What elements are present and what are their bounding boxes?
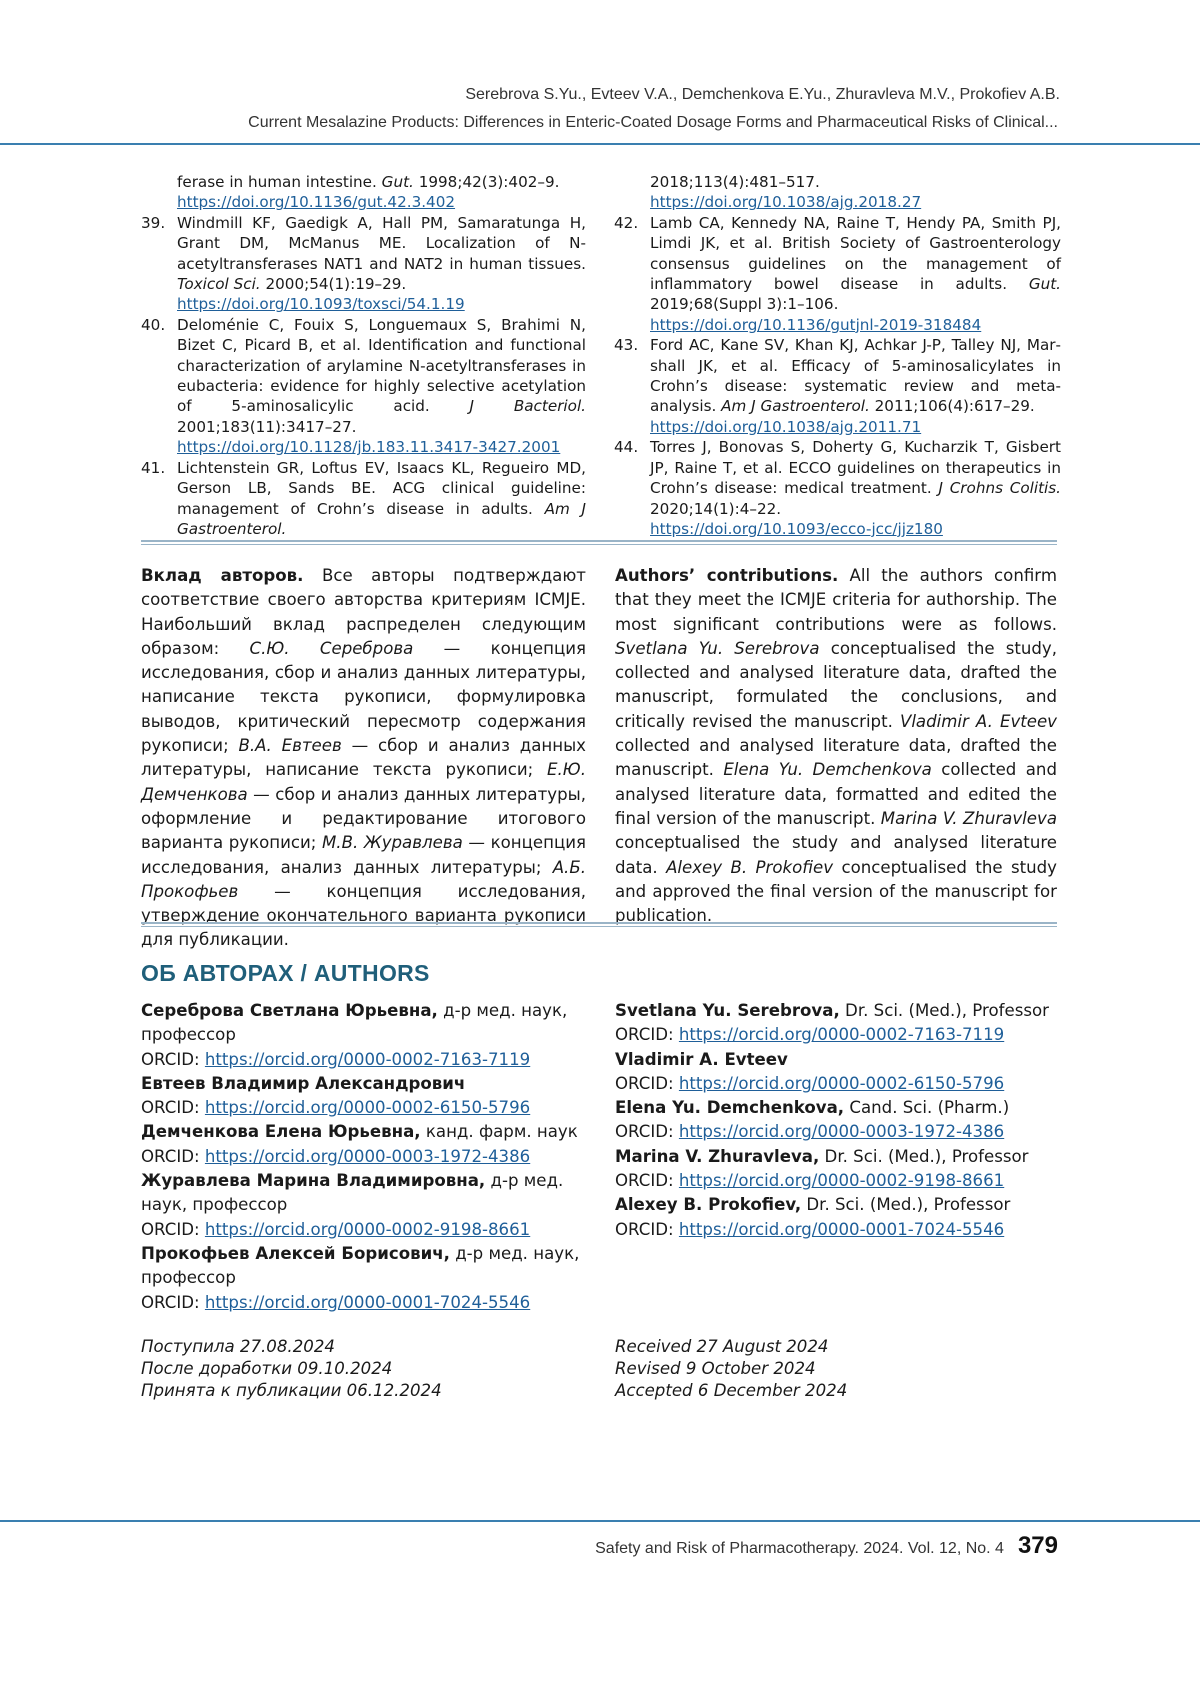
reference-list-right: [614, 172, 1061, 539]
page-footer: [595, 1532, 1058, 1560]
date-line: Received 27 August 2024: [615, 1337, 829, 1356]
author-degree: Dr. Sci. (Med.), Professor: [839, 1001, 1049, 1020]
reference-journal: J Bacteriol.: [469, 397, 586, 416]
section-divider: [141, 922, 1057, 927]
orcid-line: [141, 1291, 591, 1315]
author-contributions-ru: [141, 564, 586, 953]
orcid-label: ORCID:: [141, 1049, 200, 1069]
author-contributions-en: [615, 564, 1057, 928]
author-line: [141, 1242, 591, 1291]
contributions-text: All the authors confirm that they meet the ICMJE criteria for authorship. The most significant contributions were as follows.: [615, 566, 1057, 634]
footer-rule: [0, 1520, 1200, 1522]
reference-doi-link[interactable]: https://doi.org/10.1093/toxsci/54.1.19: [177, 295, 465, 314]
reference-number: 43.: [614, 336, 639, 355]
reference-number: 41.: [141, 458, 166, 477]
author-full-name: Журавлева Марина Владимировна,: [141, 1171, 486, 1191]
reference-doi-link[interactable]: https://doi.org/10.1038/ajg.2018.27: [650, 193, 922, 212]
authors-list-en: [615, 999, 1065, 1242]
author-line: [615, 1048, 1065, 1072]
date-line: Revised 9 October 2024: [615, 1359, 816, 1378]
author-line: [615, 1145, 1065, 1169]
orcid-link[interactable]: https://orcid.org/0000-0001-7024-5546: [204, 1292, 531, 1312]
reference-text: Lichtenstein GR, Loftus EV, Isaacs KL, Regueiro MD, Gerson LB, Sands BE. ACG clinical guideline: management of Crohn’s disease in adults.: [177, 458, 586, 518]
author-degree: д-р мед. наук, профессор: [141, 1243, 580, 1288]
orcid-line: [141, 1096, 591, 1120]
reference-number: 40.: [141, 315, 166, 334]
author-degree: Cand. Sci. (Pharm.): [844, 1098, 1010, 1118]
authors-heading: ОБ АВТОРАХ / AUTHORS: [141, 960, 430, 986]
orcid-label: ORCID:: [141, 1098, 200, 1118]
orcid-link[interactable]: https://orcid.org/0000-0002-6150-5796: [678, 1073, 1005, 1093]
manuscript-dates-ru: [141, 1336, 442, 1402]
orcid-label: ORCID:: [615, 1219, 674, 1239]
reference-number: 44.: [614, 438, 639, 457]
reference-number: 42.: [614, 213, 639, 232]
orcid-link[interactable]: https://orcid.org/0000-0002-6150-5796: [204, 1098, 531, 1118]
reference-details: 1998;42(3):402–9.: [418, 173, 560, 191]
author-entry: [615, 1145, 1065, 1194]
reference-doi-link[interactable]: https://doi.org/10.1128/jb.183.11.3417-3427.2001: [177, 438, 561, 457]
author-full-name: Демченкова Елена Юрьевна,: [141, 1122, 421, 1142]
author-entry: [615, 1048, 1065, 1097]
author-name: А.Б. Прокофьев: [141, 857, 586, 901]
reference-text: Torres J, Bonovas S, Doherty G, Kucharzik T, Gisbert JP, Raine T, et al. ECCO guidelines on therapeutics in Crohn’s disease: medical treatment.: [650, 438, 1061, 498]
date-line: Accepted 6 December 2024: [615, 1381, 848, 1400]
header-rule: [0, 143, 1200, 145]
reference-item: [614, 437, 1061, 539]
author-entry: [141, 999, 591, 1072]
orcid-label: ORCID:: [615, 1025, 674, 1045]
orcid-line: [615, 1169, 1065, 1193]
reference-list-left: [141, 172, 586, 539]
reference-journal: Toxicol Sci.: [177, 275, 261, 294]
contributions-text: — сбор и анализ данных литературы, оформление и редактирование итогового варианта рукописи;: [141, 784, 586, 853]
date-line: Принята к публикации 06.12.2024: [141, 1381, 442, 1400]
author-full-name: Svetlana Yu. Serebrova,: [615, 1001, 840, 1020]
reference-item: [141, 315, 586, 458]
author-name: М.В. Журавлева: [321, 833, 463, 853]
reference-text: Lamb CA, Kennedy NA, Raine T, Hendy PA, Smith PJ, Limdi JK, et al. British Society of Gastroenterology consensus guidelines on the management of inflammatory bowel disease in adults.: [650, 213, 1061, 294]
reference-journal: Gut.: [1028, 275, 1061, 294]
author-line: [141, 1072, 591, 1096]
orcid-link[interactable]: https://orcid.org/0000-0002-9198-8661: [678, 1171, 1005, 1191]
contributions-text: collected and analysed literature data, drafted the manuscript.: [615, 736, 1057, 780]
orcid-line: [141, 1048, 591, 1072]
reference-doi-link[interactable]: https://doi.org/10.1093/ecco-jcc/jjz180: [650, 519, 943, 538]
reference-details: 2001;183(11):3417–27.: [177, 417, 357, 436]
section-divider: [141, 540, 1057, 545]
author-degree: Dr. Sci. (Med.), Professor: [801, 1195, 1011, 1215]
manuscript-dates-en: [615, 1336, 847, 1402]
reference-doi-link[interactable]: https://doi.org/10.1136/gutjnl-2019-318484: [650, 315, 982, 334]
orcid-label: ORCID:: [615, 1122, 674, 1142]
author-degree: канд. фарм. наук: [420, 1122, 578, 1142]
contributions-text: — концепция исследования, сбор и анализ данных литературы, написание текста рукописи, формулировка выводов, критический пересмотр содержания рукописи;: [141, 638, 587, 756]
reference-item: [614, 335, 1061, 437]
orcid-link[interactable]: https://orcid.org/0000-0003-1972-4386: [678, 1122, 1005, 1142]
author-entry: [615, 1096, 1065, 1145]
author-line: [615, 1096, 1065, 1120]
contributions-text: conceptualised the study and analysed literature data.: [615, 833, 1057, 877]
author-entry: [141, 1169, 591, 1242]
orcid-line: [615, 1072, 1065, 1096]
reference-item: [141, 213, 586, 315]
running-head-title: Current Mesalazine Products: Differences in Enteric-Coated Dosage Forms and Pharmaceutical Risks of Clinical...: [248, 114, 1058, 131]
reference-text: Windmill KF, Gaedigk A, Hall PM, Samaratunga H, Grant DM, McManus ME. Localization of N-acetyltransferases NAT1 and NAT2 in human tissues.: [177, 213, 586, 273]
author-entry: [615, 999, 1065, 1048]
contributions-text: — сбор и анализ данных литературы, написание текста рукописи;: [141, 736, 586, 780]
author-name: Е.Ю. Демченкова: [141, 760, 586, 804]
orcid-link[interactable]: https://orcid.org/0000-0001-7024-5546: [678, 1219, 1005, 1239]
reference-journal: J Crohns Colitis.: [938, 479, 1061, 498]
author-line: [141, 999, 591, 1048]
author-name: В.А. Евтеев: [238, 736, 342, 756]
author-full-name: Vladimir A. Evteev: [615, 1049, 788, 1069]
reference-text: Ford AC, Kane SV, Khan KJ, Achkar J-P, Talley NJ, Marshall JK, et al. Efficacy of 5-aminosalicylates in Crohn’s disease: systematic review and meta-analysis.: [650, 336, 1061, 416]
date-line: После доработки 09.10.2024: [141, 1359, 393, 1378]
author-full-name: Прокофьев Алексей Борисович,: [141, 1243, 450, 1263]
reference-details: 2018;113(4):481–517.: [650, 173, 820, 191]
reference-details: 2011;106(4):617–29.: [874, 397, 1035, 416]
contributions-text: — концепция исследования, утверждение окончательного варианта рукописи для публикации.: [141, 881, 586, 950]
author-degree: д-р мед. наук, профессор: [141, 1001, 568, 1045]
author-entry: [141, 1072, 591, 1121]
reference-details: 2019;68(Suppl 3):1–106.: [650, 295, 839, 314]
author-full-name: Elena Yu. Demchenkova,: [615, 1098, 845, 1118]
contributions-label: Authors’ contributions.: [615, 566, 839, 585]
footer-journal: Safety and Risk of Pharmacotherapy. 2024. Vol. 12, No. 4: [595, 1540, 1004, 1557]
reference-journal: Gut.: [381, 173, 414, 191]
orcid-link[interactable]: https://orcid.org/0000-0003-1972-4386: [204, 1146, 531, 1166]
reference-journal: Am J Gastroenterol.: [721, 397, 870, 416]
reference-item: [141, 172, 586, 213]
author-name: Svetlana Yu. Serebrova: [615, 638, 820, 658]
reference-text: Deloménie C, Fouix S, Longuemaux S, Brahimi N, Bizet C, Picard B, et al. Identification and functional characterization of arylamine N-acetyltransferases in eubacteria: evidence for highly selective acetylation of 5-aminosalicylic acid.: [177, 315, 586, 416]
orcid-label: ORCID:: [615, 1073, 674, 1093]
author-name: Alexey B. Prokofiev: [666, 857, 834, 877]
contributions-text: conceptualised the study and approved the final version of the manuscript for publication.: [615, 857, 1057, 926]
author-line: [615, 999, 1065, 1023]
reference-item: [141, 458, 586, 540]
author-name: Marina V. Zhuravleva: [880, 808, 1057, 828]
author-degree: Dr. Sci. (Med.), Professor: [819, 1146, 1029, 1166]
orcid-label: ORCID:: [141, 1219, 200, 1239]
author-full-name: Евтеев Владимир Александрович: [141, 1073, 466, 1093]
reference-journal: Am J Gastroenterol.: [177, 499, 586, 538]
author-entry: [141, 1120, 591, 1169]
page-number: 379: [1017, 1532, 1058, 1559]
authors-list-ru: [141, 999, 591, 1315]
author-name: Vladimir A. Evteev: [899, 711, 1058, 731]
author-full-name: Marina V. Zhuravleva,: [615, 1146, 820, 1166]
orcid-line: [615, 1023, 1065, 1047]
orcid-line: [615, 1218, 1065, 1242]
author-entry: [141, 1242, 591, 1315]
orcid-link[interactable]: https://orcid.org/0000-0002-9198-8661: [204, 1219, 531, 1239]
reference-details: 2020;14(1):4–22.: [650, 499, 782, 518]
author-degree: д-р мед. наук, профессор: [141, 1171, 564, 1215]
author-line: [141, 1169, 591, 1218]
contributions-text: — концепция исследования, анализ данных литературы;: [141, 833, 587, 877]
reference-text: ferase in human intestine.: [177, 173, 377, 191]
contributions-text: Все авторы подтверждают соответствие своего авторства критериям ICMJE. Наибольший вклад распределен следующим образом:: [141, 566, 586, 658]
reference-doi-link[interactable]: https://doi.org/10.1136/gut.42.3.402: [177, 193, 456, 212]
contributions-text: collected and analysed literature data, formatted and edited the final version of the manuscript.: [615, 760, 1057, 828]
orcid-line: [141, 1145, 591, 1169]
author-entry: [615, 1193, 1065, 1242]
author-name: С.Ю. Сереброва: [249, 638, 414, 658]
author-line: [615, 1193, 1065, 1217]
reference-details: 2000;54(1):19–29.: [265, 275, 407, 294]
author-full-name: Alexey B. Prokofiev,: [615, 1195, 802, 1215]
orcid-link[interactable]: https://orcid.org/0000-0002-7163-7119: [204, 1049, 531, 1069]
author-line: [141, 1120, 591, 1144]
date-line: Поступила 27.08.2024: [141, 1337, 335, 1356]
author-full-name: Сереброва Светлана Юрьевна,: [141, 1001, 438, 1020]
orcid-label: ORCID:: [141, 1146, 200, 1166]
reference-item: [614, 213, 1061, 335]
orcid-label: ORCID:: [141, 1292, 200, 1312]
contributions-text: conceptualised the study, collected and analysed literature data, drafted the manuscript, formulated the conclusions, and critically revised the manuscript.: [615, 638, 1057, 731]
author-name: Elena Yu. Demchenkova: [723, 760, 932, 780]
reference-doi-link[interactable]: https://doi.org/10.1038/ajg.2011.71: [650, 417, 922, 436]
orcid-link[interactable]: https://orcid.org/0000-0002-7163-7119: [678, 1025, 1005, 1045]
running-head-authors: Serebrova S.Yu., Evteev V.A., Demchenkova E.Yu., Zhuravleva M.V., Prokofiev A.B.: [465, 86, 1060, 103]
contributions-label: Вклад авторов.: [141, 566, 304, 585]
orcid-line: [615, 1120, 1065, 1144]
orcid-line: [141, 1218, 591, 1242]
reference-number: 39.: [141, 213, 166, 232]
orcid-label: ORCID:: [615, 1171, 674, 1191]
reference-item: [614, 172, 1061, 213]
